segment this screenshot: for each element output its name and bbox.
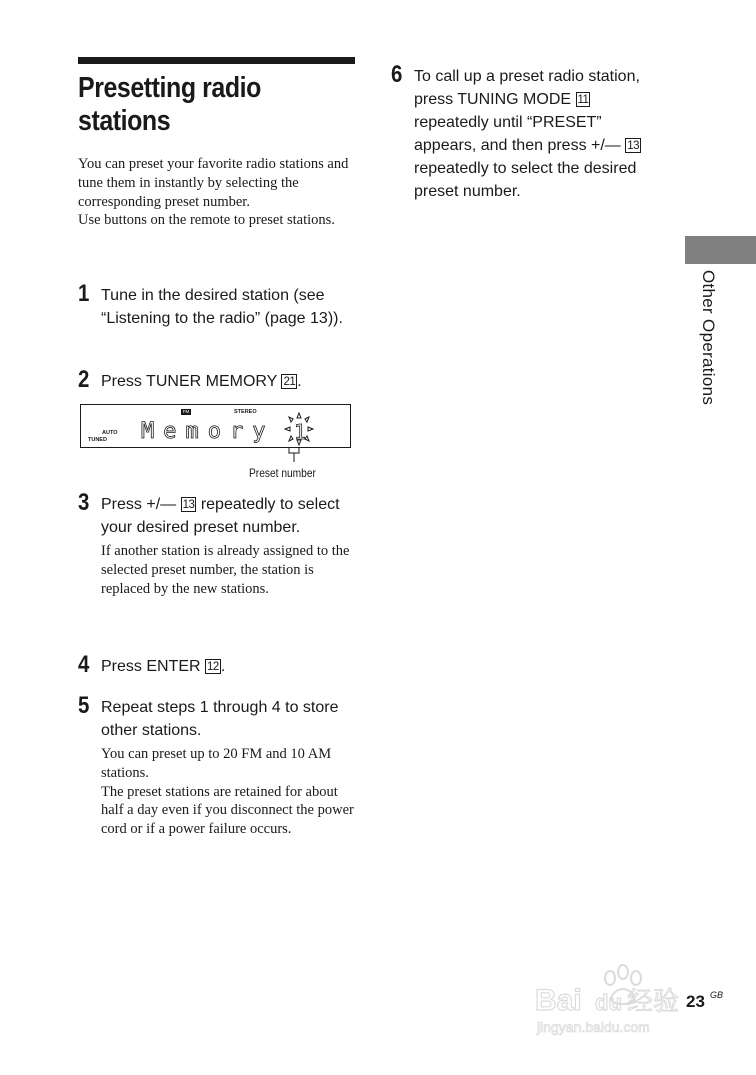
- page-number: 23: [686, 992, 705, 1011]
- callout-bracket: [288, 448, 300, 462]
- svg-text:jingyan.baidu.com: jingyan.baidu.com: [537, 1019, 650, 1035]
- step-instruction: Tune in the desired station (see “Listening to the radio” (page 13)).: [101, 287, 343, 327]
- step-note: If another station is already assigned to the selected preset number, the station is replaced by the new stations.: [101, 543, 350, 597]
- step-instruction: To call up a preset radio station, press TUNING MODE 11 repeatedly until “PRESET” appears, and then press +/— 13 repeatedly to select the desired preset number.: [414, 68, 640, 200]
- section-side-label: Other Operations: [699, 270, 718, 406]
- step-3: [78, 489, 358, 598]
- button-ref-box: 11: [577, 94, 589, 106]
- step-number: 1: [78, 280, 90, 307]
- step-instruction: Press TUNER MEMORY 21 .: [101, 373, 302, 390]
- fm-indicator: FM: [182, 409, 190, 414]
- auto-indicator: AUTO: [102, 430, 118, 436]
- intro-paragraph: Use buttons on the remote to preset stations.: [78, 212, 335, 229]
- preset-digit: 1: [294, 420, 307, 444]
- title-rule: [78, 57, 355, 64]
- button-ref-box: 21: [283, 376, 296, 388]
- step-instruction: Press +/— 13 repeatedly to select your desired preset number.: [101, 496, 340, 536]
- step-5: [78, 692, 358, 839]
- step-note: The preset stations are retained for about half a day even if you disconnect the power cord or if a power failure occurs.: [101, 783, 354, 838]
- step-1: [78, 280, 358, 330]
- step-2: [78, 366, 358, 393]
- button-ref-box: 13: [182, 499, 195, 511]
- svg-text:du: du: [595, 990, 622, 1015]
- tuned-indicator: TUNED: [88, 437, 107, 443]
- section-title: [78, 72, 327, 138]
- page-suffix: GB: [710, 990, 724, 1000]
- intro-text: [78, 155, 353, 230]
- step-number: 3: [78, 489, 90, 516]
- title-line-2: stations: [78, 105, 171, 137]
- step-instruction: Repeat steps 1 through 4 to store other stations.: [101, 699, 339, 739]
- step-number: 2: [78, 366, 90, 393]
- svg-text:Bai: Bai: [535, 984, 582, 1017]
- step-note: You can preset up to 20 FM and 10 AM stations.: [101, 746, 332, 781]
- button-ref-box: 13: [627, 140, 640, 152]
- intro-paragraph: You can preset your favorite radio stations and tune them in instantly by selecting the corresponding preset number.: [78, 156, 349, 210]
- display-text: Memory: [141, 419, 275, 444]
- display-illustration: [80, 404, 351, 448]
- step-6: [391, 61, 663, 203]
- stereo-indicator: STEREO: [234, 409, 257, 415]
- step-instruction: Press ENTER 12 .: [101, 658, 226, 675]
- svg-text:经验: 经验: [627, 987, 680, 1017]
- step-number: 5: [78, 692, 90, 719]
- step-4: [78, 651, 358, 678]
- step-number: 4: [78, 651, 90, 678]
- button-ref-box: 12: [207, 661, 219, 673]
- preset-number-caption: Preset number: [249, 466, 316, 480]
- section-tab-marker: [685, 236, 756, 264]
- step-number: 6: [391, 61, 403, 88]
- title-line-1: Presetting radio: [78, 72, 261, 104]
